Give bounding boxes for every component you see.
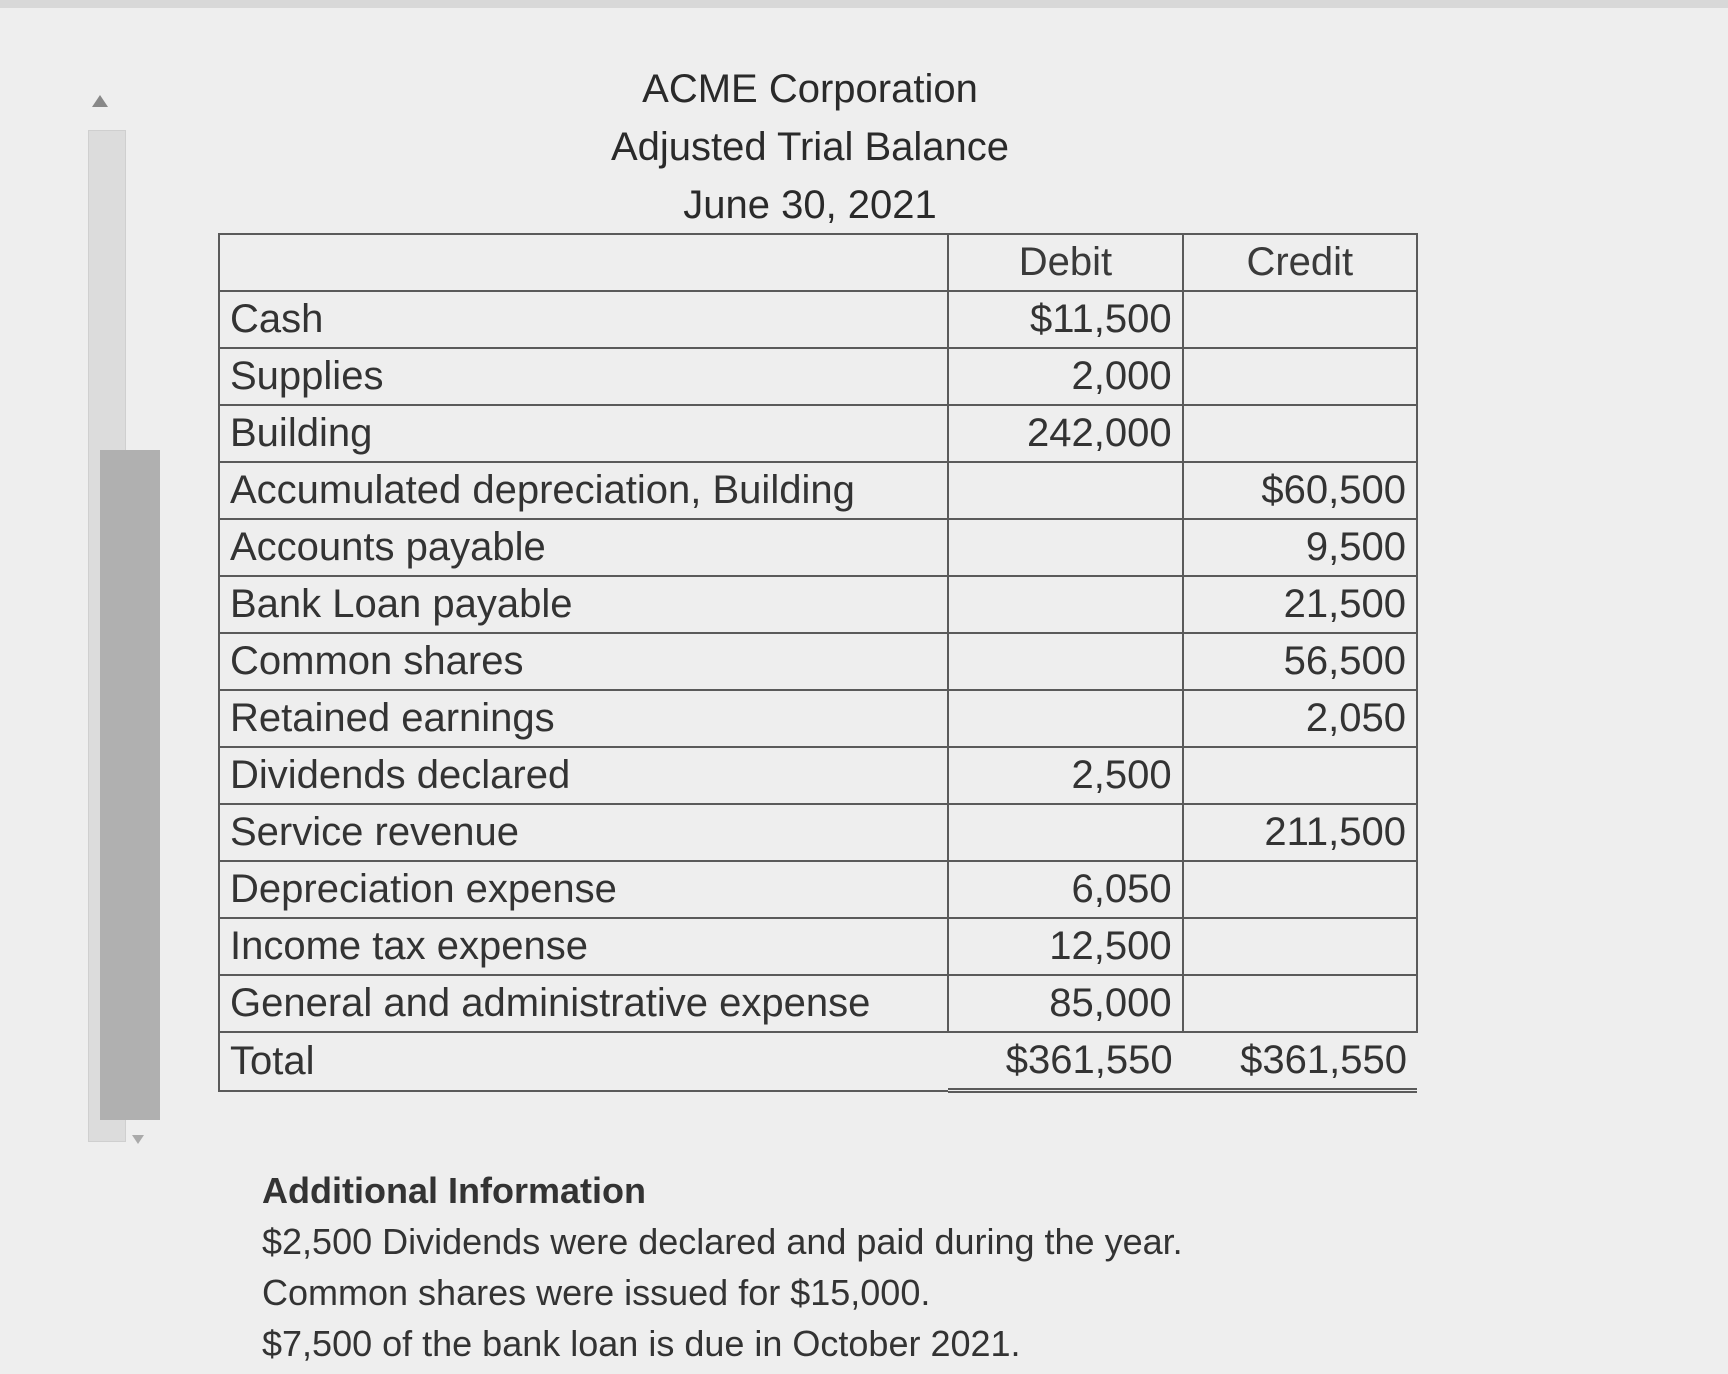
debit-amount: 85,000 — [948, 975, 1182, 1032]
table-row — [219, 291, 1417, 348]
credit-amount — [1183, 405, 1417, 462]
report-title: Adjusted Trial Balance — [610, 125, 1009, 169]
credit-amount — [1183, 861, 1417, 918]
credit-amount: 211,500 — [1183, 804, 1417, 861]
column-header-debit: Debit — [948, 234, 1182, 291]
total-label: Total — [219, 1032, 948, 1091]
account-name: Depreciation expense — [219, 861, 948, 918]
table-row — [219, 519, 1417, 576]
account-name: Income tax expense — [219, 918, 948, 975]
debit-amount — [948, 576, 1182, 633]
credit-amount: 56,500 — [1183, 633, 1417, 690]
total-row — [219, 1032, 1417, 1091]
additional-info-line: Common shares were issued for $15,000. — [262, 1272, 931, 1313]
credit-amount — [1183, 291, 1417, 348]
total-credit: $361,550 — [1183, 1032, 1417, 1091]
table-header-row — [219, 234, 1417, 291]
company-name: ACME Corporation — [642, 67, 978, 111]
additional-info-line: $2,500 Dividends were declared and paid during the year. — [262, 1221, 1183, 1262]
table-row — [219, 405, 1417, 462]
account-name: Bank Loan payable — [219, 576, 948, 633]
debit-amount — [948, 519, 1182, 576]
debit-amount — [948, 633, 1182, 690]
table-row — [219, 633, 1417, 690]
credit-amount — [1183, 747, 1417, 804]
screen-edge — [0, 0, 1728, 8]
table-row — [219, 690, 1417, 747]
account-name: Accumulated depreciation, Building — [219, 462, 948, 519]
table-row — [219, 918, 1417, 975]
table-row — [219, 861, 1417, 918]
scroll-down-arrow-icon[interactable] — [132, 1135, 144, 1144]
table-body — [219, 291, 1417, 1091]
debit-amount: 2,000 — [948, 348, 1182, 405]
table-row — [219, 747, 1417, 804]
account-name: Supplies — [219, 348, 948, 405]
report-date: June 30, 2021 — [683, 183, 937, 227]
account-name: Cash — [219, 291, 948, 348]
credit-amount — [1183, 918, 1417, 975]
credit-amount: 21,500 — [1183, 576, 1417, 633]
trial-balance-table — [218, 233, 1418, 1093]
debit-amount: 12,500 — [948, 918, 1182, 975]
column-header-credit: Credit — [1183, 234, 1417, 291]
additional-information — [262, 1165, 1462, 1369]
additional-info-title: Additional Information — [262, 1170, 646, 1211]
debit-amount: 242,000 — [948, 405, 1182, 462]
credit-amount: 9,500 — [1183, 519, 1417, 576]
debit-amount: 6,050 — [948, 861, 1182, 918]
account-name: Accounts payable — [219, 519, 948, 576]
debit-amount: $11,500 — [948, 291, 1182, 348]
account-name: Common shares — [219, 633, 948, 690]
table-row — [219, 348, 1417, 405]
credit-amount: $60,500 — [1183, 462, 1417, 519]
debit-amount: 2,500 — [948, 747, 1182, 804]
debit-amount — [948, 804, 1182, 861]
total-debit: $361,550 — [948, 1032, 1182, 1091]
scroll-up-arrow-icon[interactable] — [92, 95, 108, 107]
account-name: Building — [219, 405, 948, 462]
additional-info-line: $7,500 of the bank loan is due in October 2021. — [262, 1323, 1021, 1364]
account-name: Service revenue — [219, 804, 948, 861]
debit-amount — [948, 462, 1182, 519]
credit-amount — [1183, 975, 1417, 1032]
table-row — [219, 975, 1417, 1032]
account-name: Dividends declared — [219, 747, 948, 804]
credit-amount: 2,050 — [1183, 690, 1417, 747]
table-row — [219, 804, 1417, 861]
table-row — [219, 576, 1417, 633]
credit-amount — [1183, 348, 1417, 405]
table-row — [219, 462, 1417, 519]
debit-amount — [948, 690, 1182, 747]
account-name: General and administrative expense — [219, 975, 948, 1032]
column-header-account — [219, 234, 948, 291]
account-name: Retained earnings — [219, 690, 948, 747]
scrollbar-thumb[interactable] — [100, 450, 160, 1120]
report-header — [560, 60, 1060, 234]
